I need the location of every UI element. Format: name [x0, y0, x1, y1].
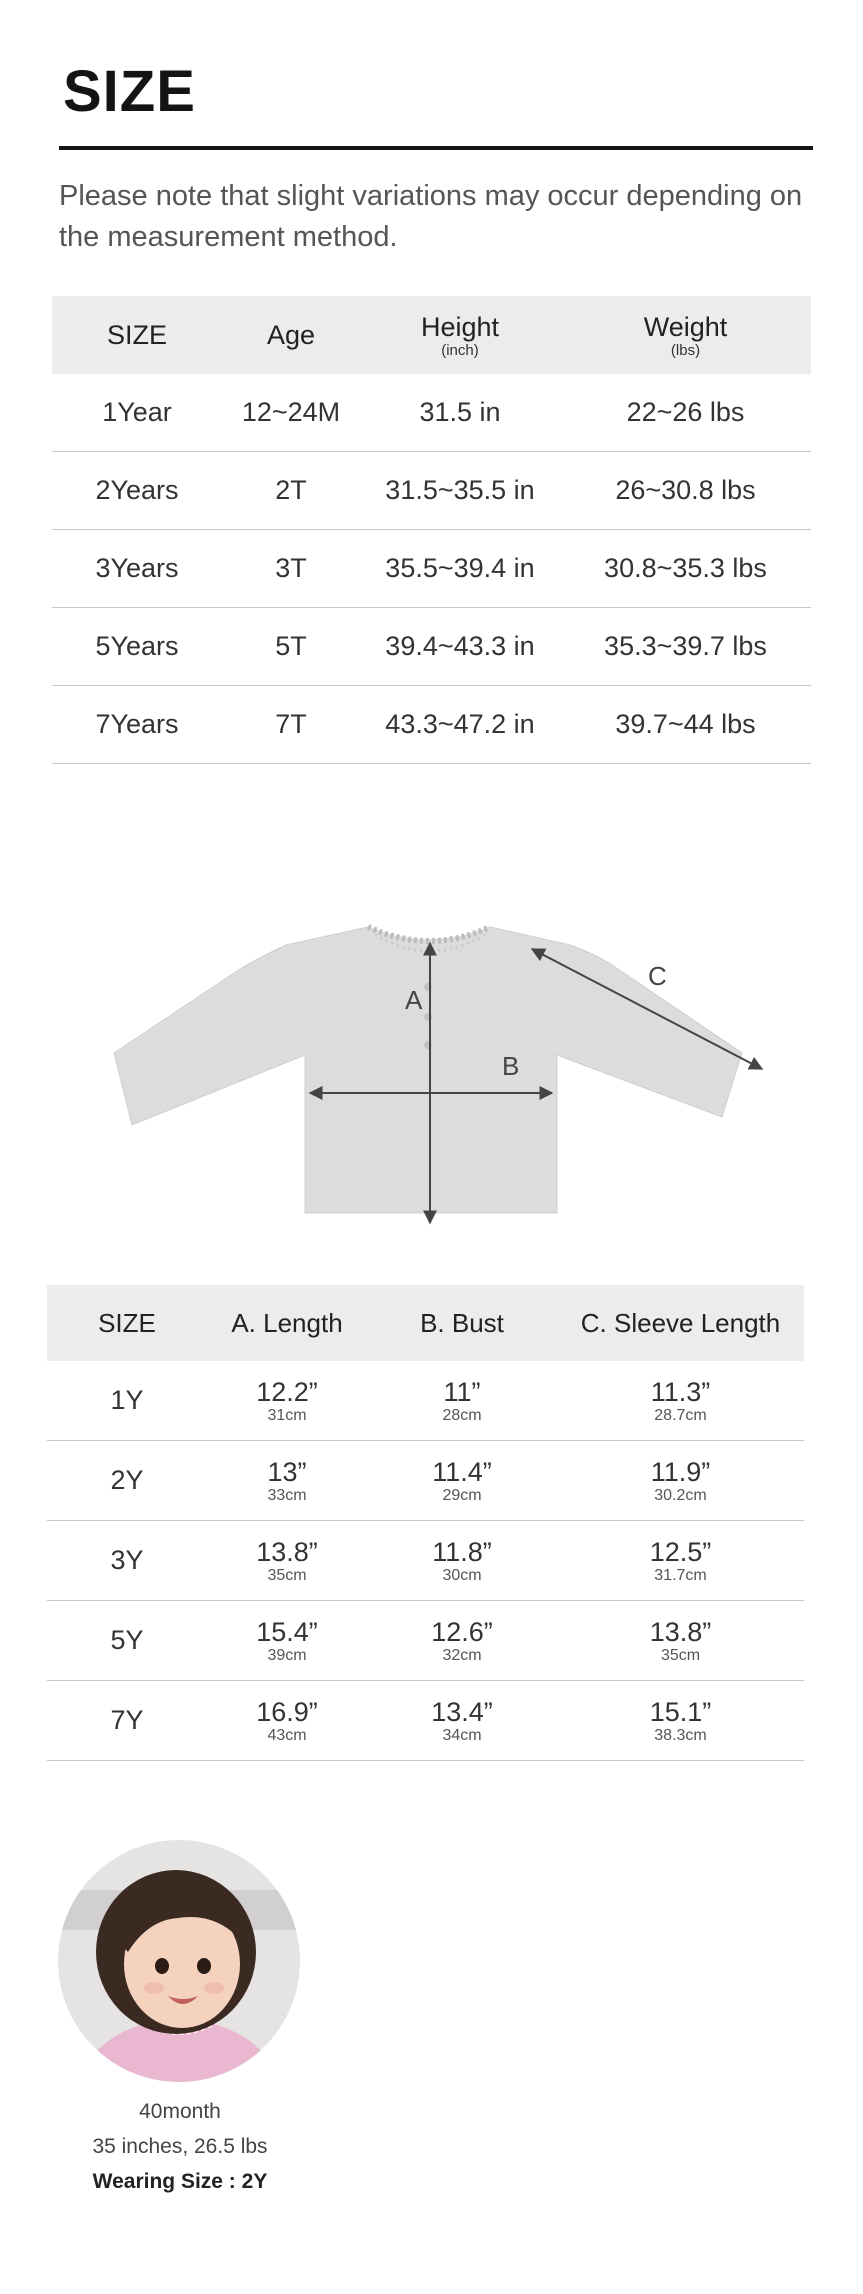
size-cell: 2Years	[52, 452, 222, 530]
size-cell: 1Year	[52, 374, 222, 452]
age-header: Age	[222, 296, 360, 374]
height-cell: 39.4~43.3 in	[360, 608, 560, 686]
bust-cell: 13.4” 34cm	[367, 1681, 557, 1761]
measurement-table	[47, 1285, 804, 1761]
bust-cell: 11.8” 30cm	[367, 1521, 557, 1601]
table-row	[52, 686, 811, 764]
weight-cell: 35.3~39.7 lbs	[560, 608, 811, 686]
height-unit: (inch)	[441, 341, 479, 359]
height-cell: 31.5 in	[360, 374, 560, 452]
sleeve-cell: 15.1” 38.3cm	[557, 1681, 804, 1761]
size-cell: 7Years	[52, 686, 222, 764]
bust-cell: 12.6” 32cm	[367, 1601, 557, 1681]
model-stats: 35 inches, 26.5 lbs	[92, 2135, 268, 2158]
size-table	[52, 296, 811, 764]
height-cell: 31.5~35.5 in	[360, 452, 560, 530]
length-cell: 12.2” 31cm	[207, 1361, 367, 1441]
size-header: SIZE	[47, 1285, 207, 1361]
age-cell: 7T	[222, 686, 360, 764]
bust-cell: 11” 28cm	[367, 1361, 557, 1441]
sleeve-cell: 12.5” 31.7cm	[557, 1521, 804, 1601]
length-cell: 15.4” 39cm	[207, 1601, 367, 1681]
size-cell: 3Years	[52, 530, 222, 608]
size-cell: 3Y	[47, 1521, 207, 1601]
length-cell: 13.8” 35cm	[207, 1521, 367, 1601]
age-cell: 5T	[222, 608, 360, 686]
weight-header: Weight (lbs)	[560, 296, 811, 374]
model-wearing-size: Wearing Size : 2Y	[92, 2170, 268, 2193]
weight-cell: 30.8~35.3 lbs	[560, 530, 811, 608]
label-a: A	[405, 985, 423, 1015]
size-cell: 5Years	[52, 608, 222, 686]
table-row	[47, 1441, 804, 1521]
table-row	[47, 1521, 804, 1601]
length-cell: 13” 33cm	[207, 1441, 367, 1521]
page-title: SIZE	[63, 59, 196, 124]
weight-unit: (lbs)	[670, 341, 701, 359]
measurement-note: Please note that slight variations may occur depending on the measurement method.	[59, 180, 803, 253]
model-age: 40month	[139, 2100, 221, 2123]
age-cell: 12~24M	[222, 374, 360, 452]
weight-cell: 22~26 lbs	[560, 374, 811, 452]
measurement-table-header	[47, 1285, 804, 1361]
table-row	[52, 530, 811, 608]
sleeve-cell: 13.8” 35cm	[557, 1601, 804, 1681]
age-cell: 2T	[222, 452, 360, 530]
table-row	[47, 1681, 804, 1761]
size-header: SIZE	[52, 296, 222, 374]
height-header: Height (inch)	[360, 296, 560, 374]
length-cell: 16.9” 43cm	[207, 1681, 367, 1761]
age-cell: 3T	[222, 530, 360, 608]
length-header: A. Length	[207, 1285, 367, 1361]
size-cell: 2Y	[47, 1441, 207, 1521]
table-row	[52, 374, 811, 452]
size-cell: 7Y	[47, 1681, 207, 1761]
table-row	[52, 608, 811, 686]
table-row	[47, 1361, 804, 1441]
weight-cell: 26~30.8 lbs	[560, 452, 811, 530]
table-row	[47, 1601, 804, 1681]
sleeve-header: C. Sleeve Length	[557, 1285, 804, 1361]
sleeve-cell: 11.9” 30.2cm	[557, 1441, 804, 1521]
sleeve-cell: 11.3” 28.7cm	[557, 1361, 804, 1441]
child-model-photo	[58, 1840, 300, 2082]
size-cell: 5Y	[47, 1601, 207, 1681]
size-table-header	[52, 296, 811, 374]
bust-cell: 11.4” 29cm	[367, 1441, 557, 1521]
height-cell: 35.5~39.4 in	[360, 530, 560, 608]
bust-header: B. Bust	[367, 1285, 557, 1361]
height-cell: 43.3~47.2 in	[360, 686, 560, 764]
garment-measurement-diagram	[100, 905, 780, 1235]
label-b: B	[502, 1051, 520, 1081]
label-c: C	[648, 961, 667, 991]
weight-cell: 39.7~44 lbs	[560, 686, 811, 764]
size-cell: 1Y	[47, 1361, 207, 1441]
table-row	[52, 452, 811, 530]
title-divider	[59, 146, 813, 150]
